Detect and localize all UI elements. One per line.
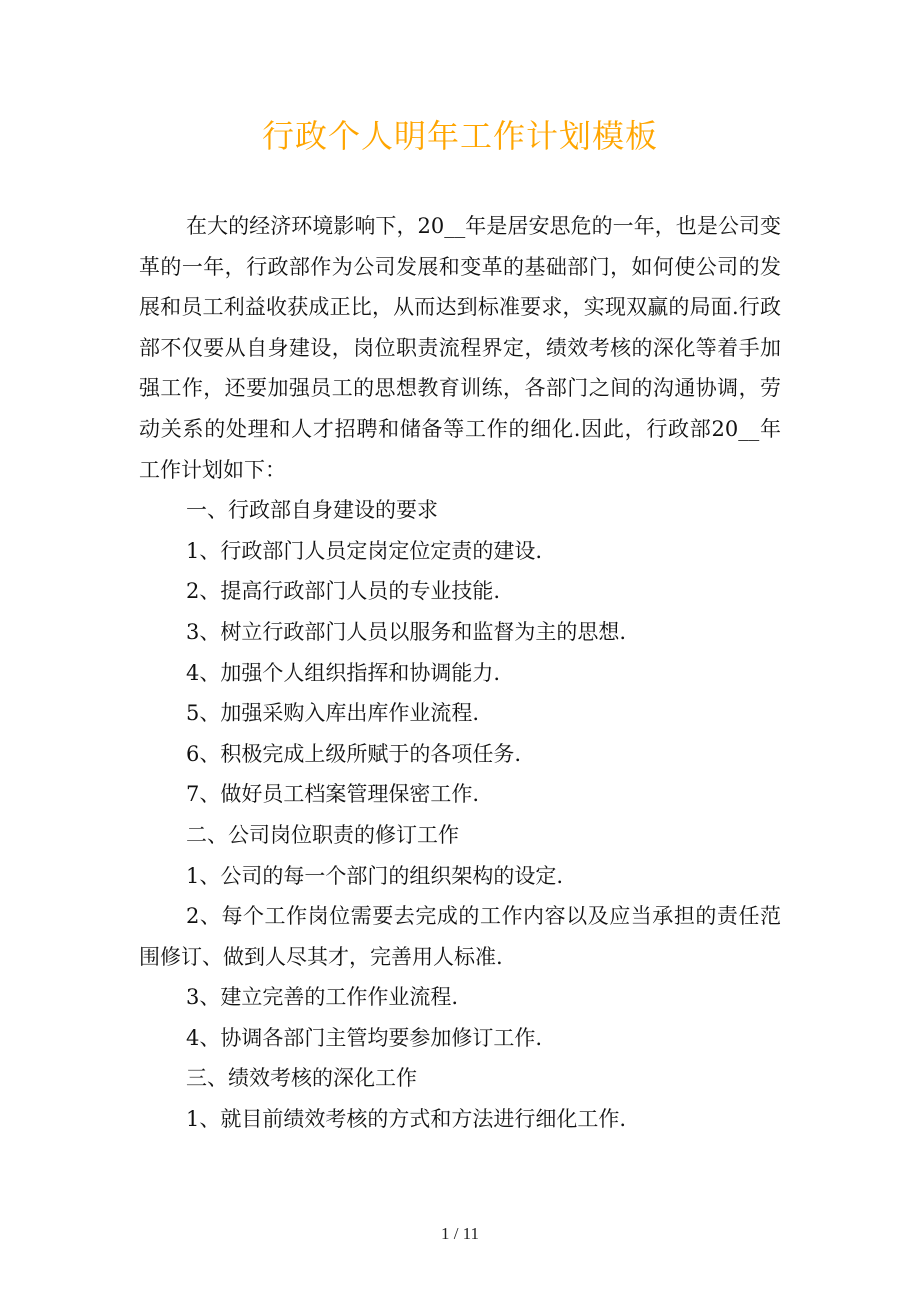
document-body (139, 206, 781, 1140)
list-item: 7、做好员工档案管理保密工作. (186, 782, 480, 807)
list-item: 4、加强个人组织指挥和协调能力. (186, 660, 501, 685)
section-heading: 三、绩效考核的深化工作 (186, 1066, 417, 1091)
list-item: 3、树立行政部门人员以服务和监督为主的思想. (186, 619, 627, 644)
list-item: 5、加强采购入库出库作业流程. (186, 701, 480, 726)
list-item: 2、每个工作岗位需要去完成的工作内容以及应当承担的责任范围修订、做到人尽其才，完善用人标准. (139, 904, 781, 969)
list-item: 2、提高行政部门人员的专业技能. (186, 579, 501, 604)
list-item: 4、协调各部门主管均要参加修订工作. (186, 1025, 543, 1050)
list-item: 6、积极完成上级所赋于的各项任务. (186, 741, 522, 766)
page-number: 1 / 11 (440, 1224, 480, 1243)
list-item: 3、建立完善的工作作业流程. (186, 985, 459, 1010)
intro-paragraph: 在大的经济环境影响下，20__年是居安思危的一年，也是公司变革的一年，行政部作为公司发展和变革的基础部门，如何使公司的发展和员工利益收获成正比，从而达到标准要求，实现双赢的局面.行政部不仅要从自身建设，岗位职责流程界定，绩效考核的深化等着手加强工作，还要加强员工的思想教育训练，各部门之间的沟通协调，劳动关系的处理和人才招聘和储备等工作的细化.因此，行政部20__年工作计划如下： (139, 214, 781, 482)
list-item: 1、行政部门人员定岗定位定责的建设. (186, 538, 543, 563)
section-heading: 二、公司岗位职责的修订工作 (186, 822, 459, 847)
section-heading: 一、行政部自身建设的要求 (186, 498, 438, 523)
list-item: 1、就目前绩效考核的方式和方法进行细化工作. (186, 1107, 627, 1132)
document-title: 行政个人明年工作计划模板 (261, 117, 658, 155)
list-item: 1、公司的每一个部门的组织架构的设定. (186, 863, 564, 888)
